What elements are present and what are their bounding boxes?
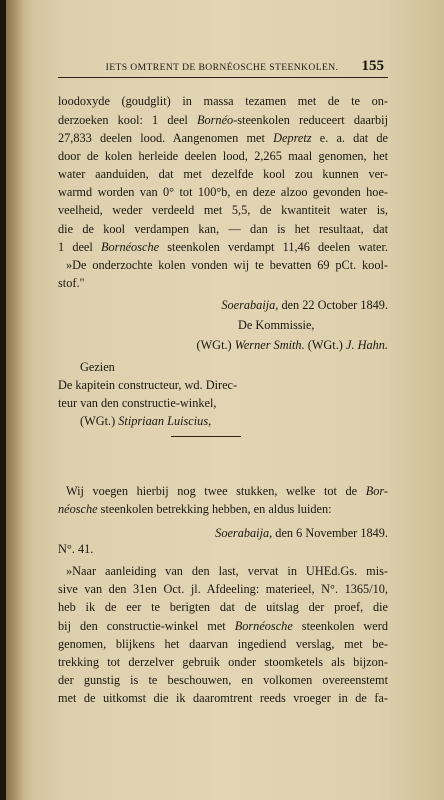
signatory-line (80, 414, 330, 428)
text-line: der gunstig is te beschouwen, en volkomen overeenstemt (58, 673, 388, 687)
italic-term: Bornéosche (234, 619, 293, 633)
text-fragment: e. a. dat de (311, 131, 388, 145)
place-name: Soerabaija (215, 526, 270, 540)
text-line (58, 240, 388, 254)
text-line: sive van den 31en Oct. jl. Afdeeling: materieel, N°. 1365/10, (58, 582, 388, 596)
text-line (58, 131, 388, 145)
text-fragment: -steenkolen reduceert daarbij (233, 113, 388, 127)
committee-label: De Kommissie, (238, 318, 315, 332)
text-fragment: (WGt.) (304, 338, 346, 352)
text-fragment: Wij voegen hierbij nog twee stukken, welke tot de (66, 484, 366, 498)
text-line: warmd worden van 0° tot 100°b, en deze alzoo gevonden hoe- (58, 185, 388, 199)
text-line: water aanduiden, dat met dezelfde kool zou kunnen ver- (58, 167, 388, 181)
italic-term: Bornéosche (101, 240, 160, 254)
signatories (58, 338, 388, 352)
text-fragment: 27,833 deelen lood. Aangenomen met (58, 131, 274, 145)
text-line (58, 113, 388, 127)
text-fragment: bij den constructie-winkel met (58, 619, 235, 633)
text-line: met de uitkomst die ik daaromtrent reeds vroeger in de fa- (58, 691, 388, 705)
date-text: , den 6 November 1849. (269, 526, 388, 540)
text-line: stof." (58, 276, 85, 290)
page-number: 155 (361, 58, 384, 74)
running-head: IETS OMTRENT DE BORNÉOSCHE STEENKOLEN. (105, 62, 339, 73)
text-line (66, 484, 388, 498)
text-fragment: steenkolen betrekking hebben, en aldus luiden: (97, 502, 332, 516)
text-line (58, 619, 388, 633)
section-divider (171, 436, 241, 437)
header-rule (58, 77, 388, 78)
text-fragment: steenkolen verdampt 11,46 deelen water. (159, 240, 388, 254)
text-line: heb ik de eer te berigten dat de uitslag der proef, die (58, 600, 388, 614)
text-fragment: (WGt.) (80, 414, 119, 428)
signatory-name: Stipriaan Luiscius, (118, 414, 212, 428)
signatory-name: Werner Smith. (234, 338, 305, 352)
gezien-label: Gezien (80, 360, 115, 374)
text-line: »Naar aanleiding van den last, vervat in UHEd.Gs. mis- (66, 564, 388, 578)
signatory-name: J. Hahn. (345, 338, 388, 352)
text-line: teur van den constructie-winkel, (58, 396, 217, 410)
letter-date (58, 526, 388, 540)
italic-term: néosche (58, 502, 98, 516)
text-line: door de kolen herleide deelen lood, 2,265 maal genomen, het (58, 149, 388, 163)
text-line (58, 502, 388, 516)
text-fragment: (WGt.) (196, 338, 235, 352)
letter-number: N°. 41. (58, 542, 94, 556)
text-line: trekking tot derzelver gebruik onder stoomketels als bijzon- (58, 655, 388, 669)
text-line: die de kool verdampen kan, — dan is het resultaat, dat (58, 222, 388, 236)
place-date (58, 298, 388, 312)
place-name: Soerabaija (221, 298, 276, 312)
text-line: genomen, blijkens het daarvan ingediend verslag, met be- (58, 637, 388, 651)
date-text: , den 22 October 1849. (275, 298, 388, 312)
book-page (6, 0, 444, 800)
text-line: De kapitein constructeur, wd. Direc- (58, 378, 238, 392)
text-line: »De onderzochte kolen vonden wij te bevatten 69 pCt. kool- (66, 258, 388, 272)
text-line: veelheid, weder verdeeld met 5,5, de kwantiteit water is, (58, 203, 388, 217)
italic-term: Depretz (273, 131, 312, 145)
text-line: loodoxyde (goudglit) in massa tezamen met de te on- (58, 94, 388, 108)
text-fragment: 1 deel (58, 240, 101, 254)
italic-term: Bornéo (196, 113, 234, 127)
text-fragment: steenkolen werd (292, 619, 388, 633)
text-fragment: derzoeken kool: 1 deel (58, 113, 197, 127)
italic-term: Bor- (365, 484, 388, 498)
